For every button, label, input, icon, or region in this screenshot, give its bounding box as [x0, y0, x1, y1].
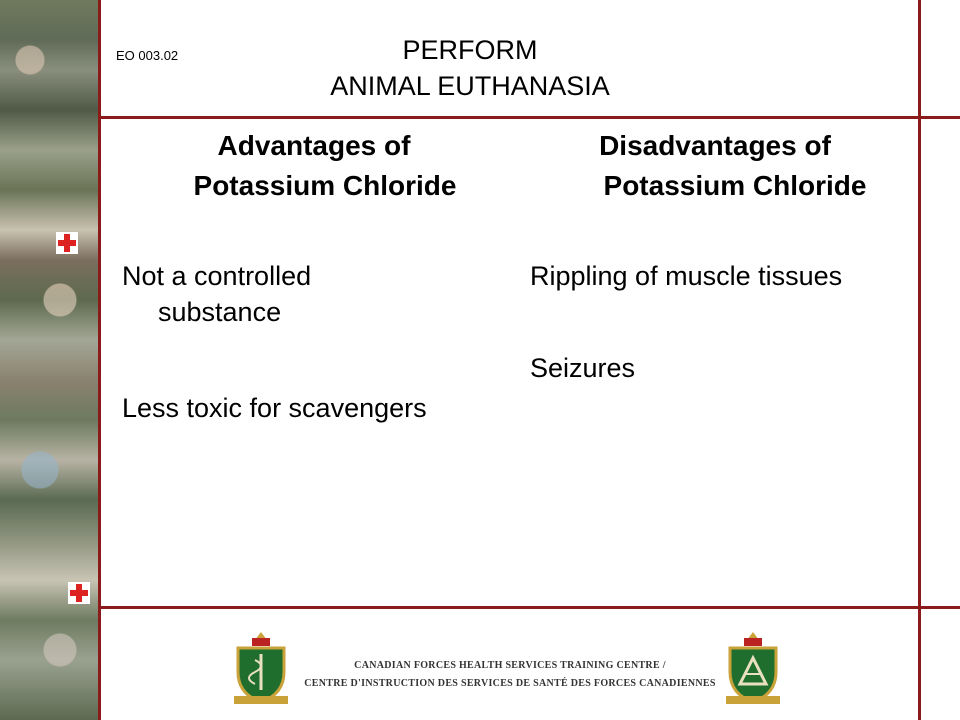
frame-left-line: [98, 0, 101, 720]
cfhstc-crest-logo: [720, 630, 786, 706]
red-cross-icon: [56, 232, 78, 254]
advantage-item: Not a controlled: [122, 261, 312, 291]
footer-french-name: CENTRE D'INSTRUCTION DES SERVICES DE SANTÉ DES FORCES CANADIENNES: [304, 678, 716, 689]
disadvantages-heading: [570, 126, 900, 206]
disadvantages-heading-line-1: Disadvantages of: [599, 130, 831, 161]
disadvantages-heading-line-2: Potassium Chloride: [603, 170, 867, 201]
red-cross-icon: [68, 582, 90, 604]
header-divider: [98, 116, 960, 119]
advantage-item-continued: substance: [158, 297, 282, 327]
title-line-2: ANIMAL EUTHANASIA: [330, 71, 610, 101]
photo-collage-strip: [0, 0, 98, 720]
footer-divider: [98, 606, 960, 609]
frame-right-line: [918, 0, 921, 720]
advantages-heading: [160, 126, 490, 206]
cfhstc-crest-logo: [228, 630, 294, 706]
disadvantage-item: Rippling of muscle tissues: [530, 261, 843, 291]
advantages-heading-line-1: Advantages of: [217, 130, 411, 161]
slide-title: [300, 32, 640, 104]
footer-english-name: CANADIAN FORCES HEALTH SERVICES TRAINING CENTRE /: [354, 660, 666, 671]
advantage-item: Less toxic for scavengers: [122, 393, 427, 423]
objective-code: EO 003.02: [116, 48, 179, 63]
advantages-heading-line-2: Potassium Chloride: [193, 170, 457, 201]
disadvantage-item: Seizures: [530, 353, 636, 383]
title-line-1: PERFORM: [402, 35, 538, 65]
